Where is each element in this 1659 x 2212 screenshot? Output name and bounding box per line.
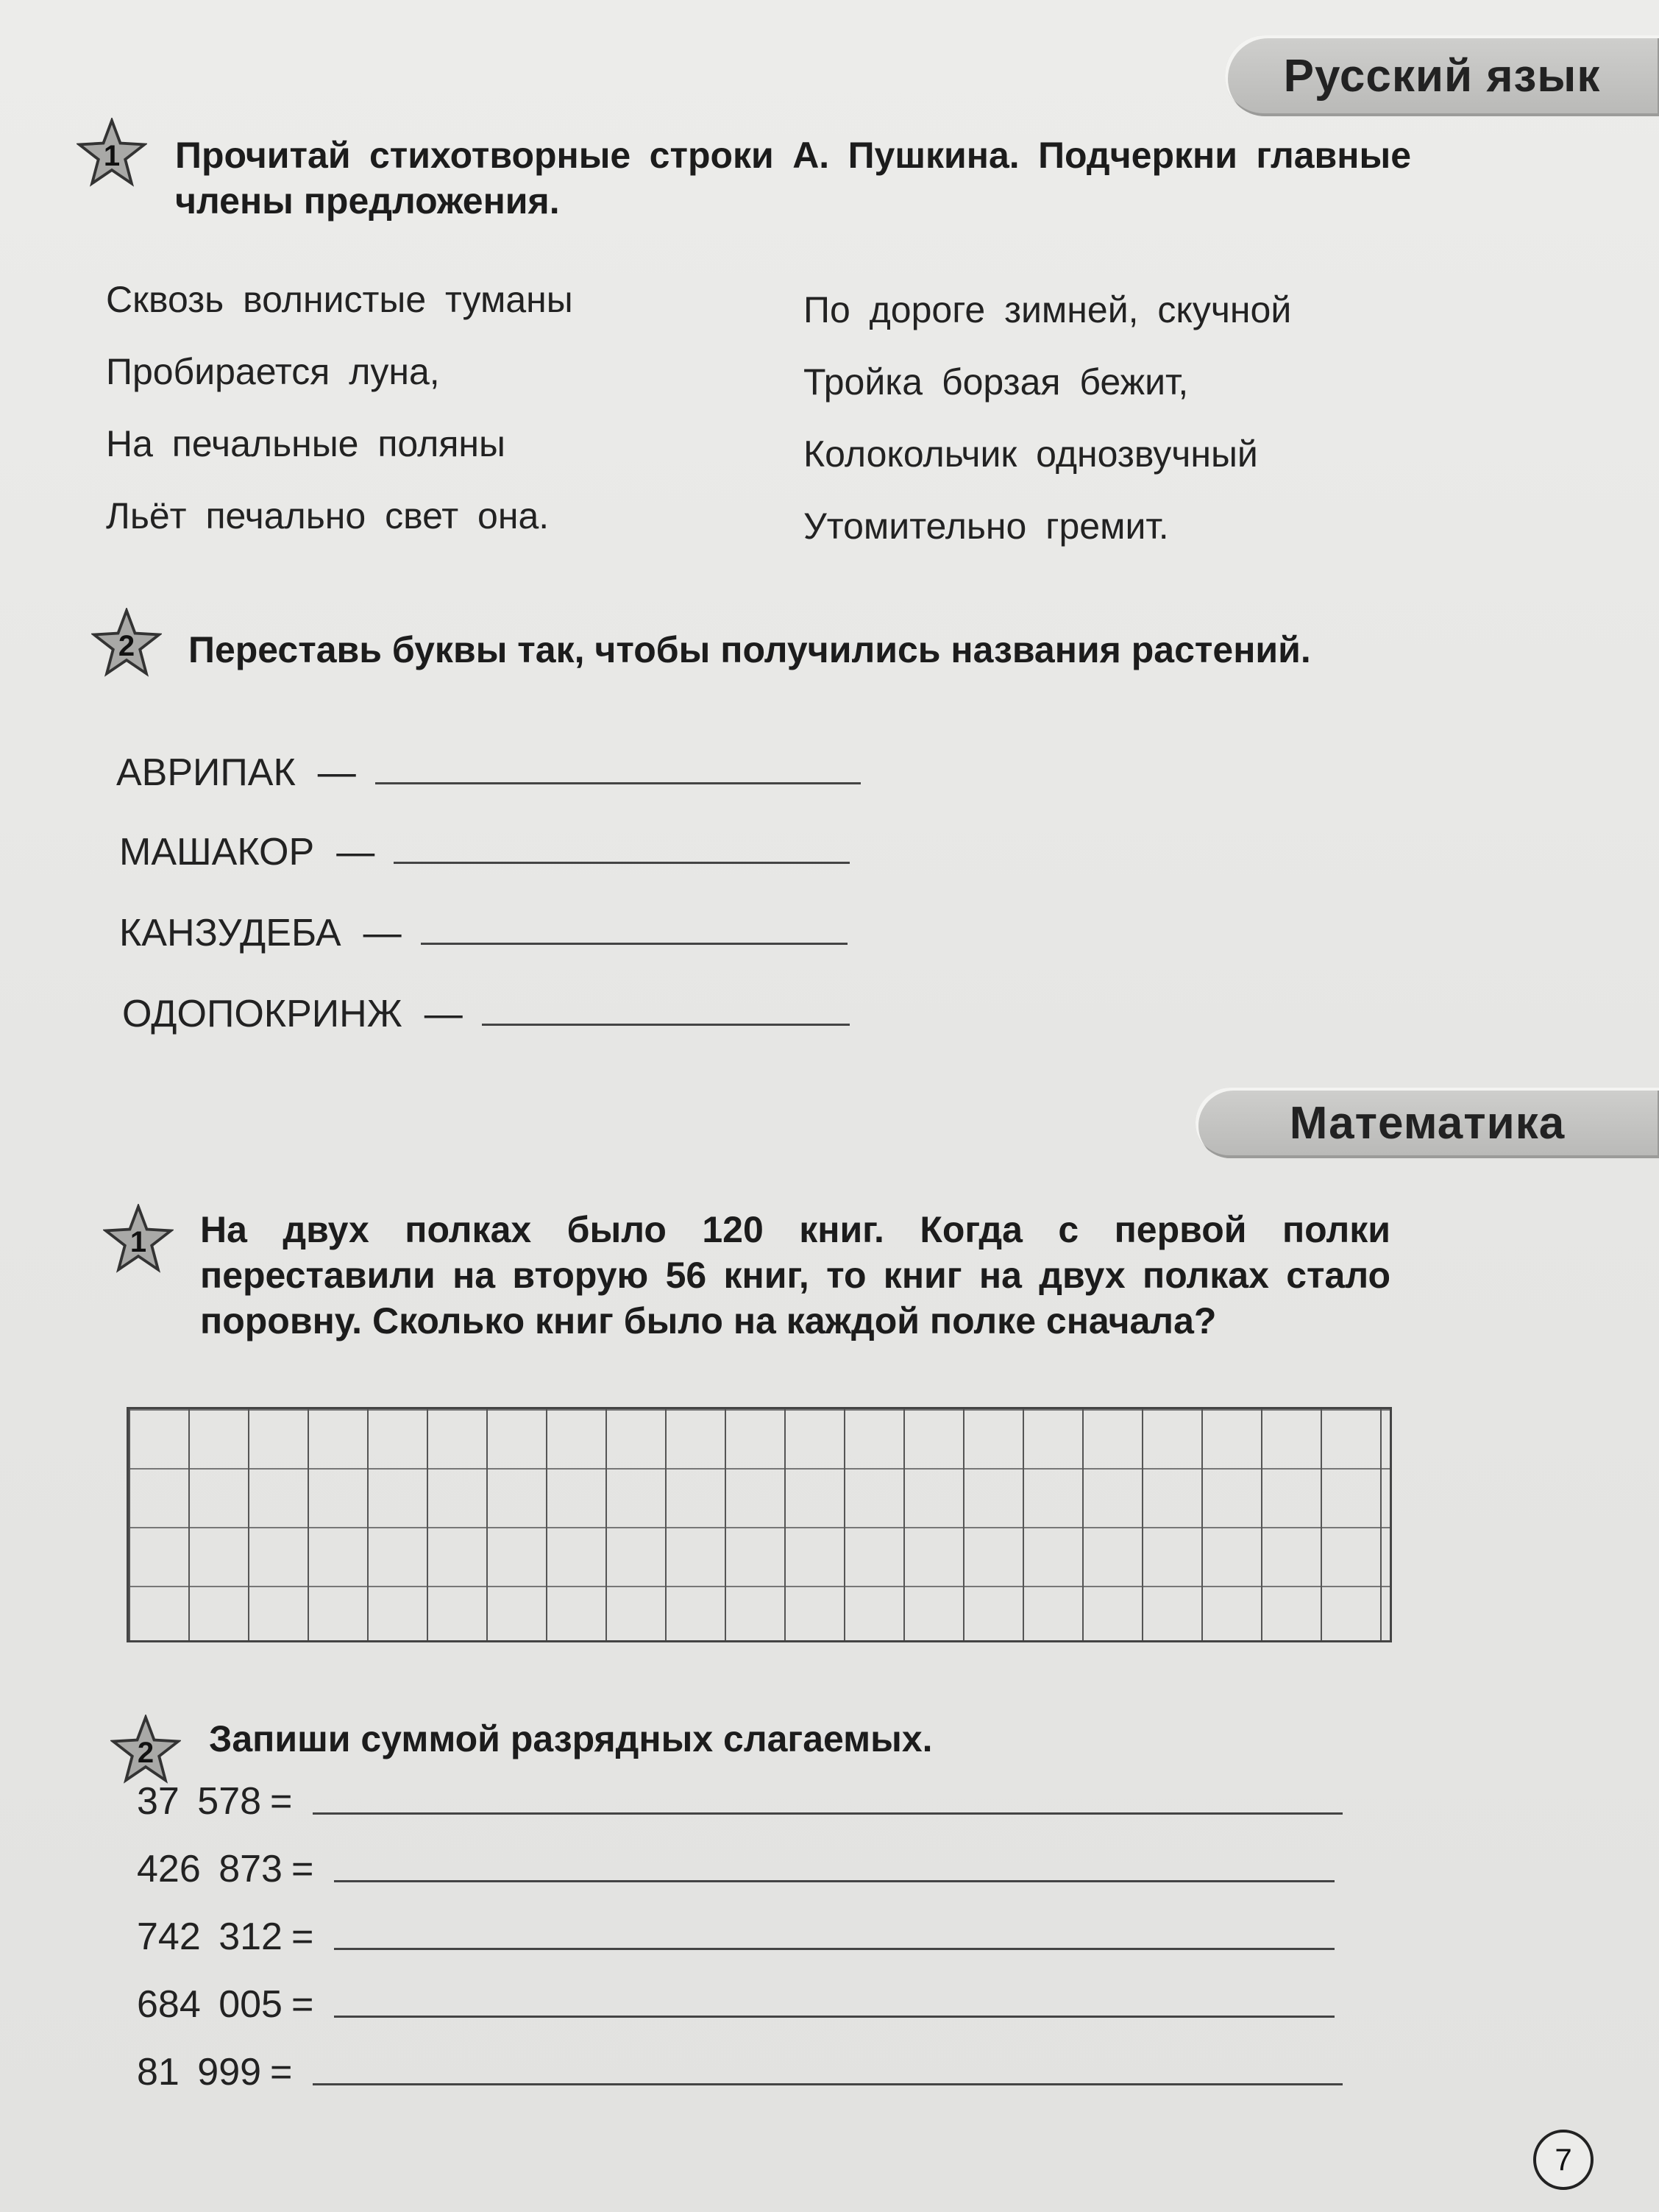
dash: — bbox=[317, 751, 356, 794]
anagram-word: АВРИПАК bbox=[116, 751, 296, 794]
russian-task1-number: 1 bbox=[103, 139, 121, 172]
dash: — bbox=[336, 831, 375, 873]
sum-number: 742 312 bbox=[137, 1915, 283, 1958]
answer-line[interactable] bbox=[375, 782, 861, 784]
equals-sign: = bbox=[291, 1915, 314, 1958]
sum-row bbox=[137, 1779, 1343, 1823]
poem-line: Пробирается луна, bbox=[106, 351, 440, 392]
equals-sign: = bbox=[270, 2051, 293, 2094]
answer-line[interactable] bbox=[313, 1812, 1343, 1815]
poem-line: На печальные поляны bbox=[106, 423, 505, 464]
sum-number: 426 873 bbox=[137, 1848, 283, 1890]
answer-grid[interactable] bbox=[127, 1407, 1392, 1642]
sum-row bbox=[137, 1915, 1335, 1959]
dash: — bbox=[363, 912, 402, 954]
anagram-word: КАНЗУДЕБА bbox=[119, 912, 341, 954]
task-number-star-icon bbox=[77, 118, 147, 188]
sum-row bbox=[137, 2050, 1343, 2094]
sum-row bbox=[137, 1982, 1335, 2027]
russian-task2-title: Переставь буквы так, чтобы получились названия растений. bbox=[188, 629, 1311, 670]
sum-row bbox=[137, 1847, 1335, 1891]
poem-line: Тройка борзая бежит, bbox=[803, 361, 1189, 403]
answer-line[interactable] bbox=[334, 2016, 1335, 2018]
task-number-star-icon bbox=[103, 1204, 174, 1275]
poem-line: Льёт печально свет она. bbox=[106, 495, 550, 536]
russian-task2-number: 2 bbox=[118, 629, 135, 662]
subject-tab-math: Математика bbox=[1196, 1088, 1659, 1158]
poem-line: Колокольчик однозвучный bbox=[803, 433, 1258, 475]
math-task2-number: 2 bbox=[137, 1736, 154, 1769]
dash: — bbox=[424, 993, 463, 1035]
russian-task1-title: Прочитай стихотворные строки А. Пушкина. Подчеркни главные члены предложения. bbox=[175, 135, 1411, 221]
answer-line[interactable] bbox=[394, 862, 850, 864]
math-task1-title: На двух полках было 120 книг. Когда с первой полки переставили на вторую 56 книг, то книг на двух полках стало поровну. Сколько книг было на каждой полке сначала? bbox=[200, 1209, 1390, 1341]
answer-line[interactable] bbox=[313, 2083, 1343, 2085]
task-number-star-icon bbox=[110, 1715, 181, 1785]
subject-tab-russian: Русский язык bbox=[1225, 35, 1659, 116]
anagram-row bbox=[116, 751, 861, 795]
anagram-row bbox=[119, 911, 848, 955]
equals-sign: = bbox=[291, 1983, 314, 2026]
answer-line[interactable] bbox=[334, 1948, 1335, 1950]
poem-right-column bbox=[803, 274, 1291, 562]
task-number-star-icon bbox=[91, 608, 162, 678]
poem-line: Сквозь волнистые туманы bbox=[106, 279, 573, 320]
answer-line[interactable] bbox=[421, 943, 848, 945]
sum-number: 37 578 bbox=[137, 1780, 262, 1823]
poem-line: По дороге зимней, скучной bbox=[803, 289, 1292, 330]
page-number: 7 bbox=[1533, 2130, 1594, 2190]
anagram-word: ОДОПОКРИНЖ bbox=[122, 993, 402, 1035]
sum-number: 81 999 bbox=[137, 2051, 262, 2094]
equals-sign: = bbox=[291, 1848, 314, 1890]
equals-sign: = bbox=[270, 1780, 293, 1823]
poem-left-column bbox=[106, 263, 573, 552]
math-task2-title: Запиши суммой разрядных слагаемых. bbox=[209, 1718, 933, 1759]
poem-line: Утомительно гремит. bbox=[803, 506, 1169, 547]
answer-line[interactable] bbox=[334, 1880, 1335, 1882]
anagram-row bbox=[122, 992, 850, 1036]
answer-line[interactable] bbox=[482, 1024, 850, 1026]
anagram-row bbox=[119, 830, 850, 874]
math-task1-number: 1 bbox=[129, 1225, 147, 1258]
anagram-word: МАШАКОР bbox=[119, 831, 315, 873]
sum-number: 684 005 bbox=[137, 1983, 283, 2026]
